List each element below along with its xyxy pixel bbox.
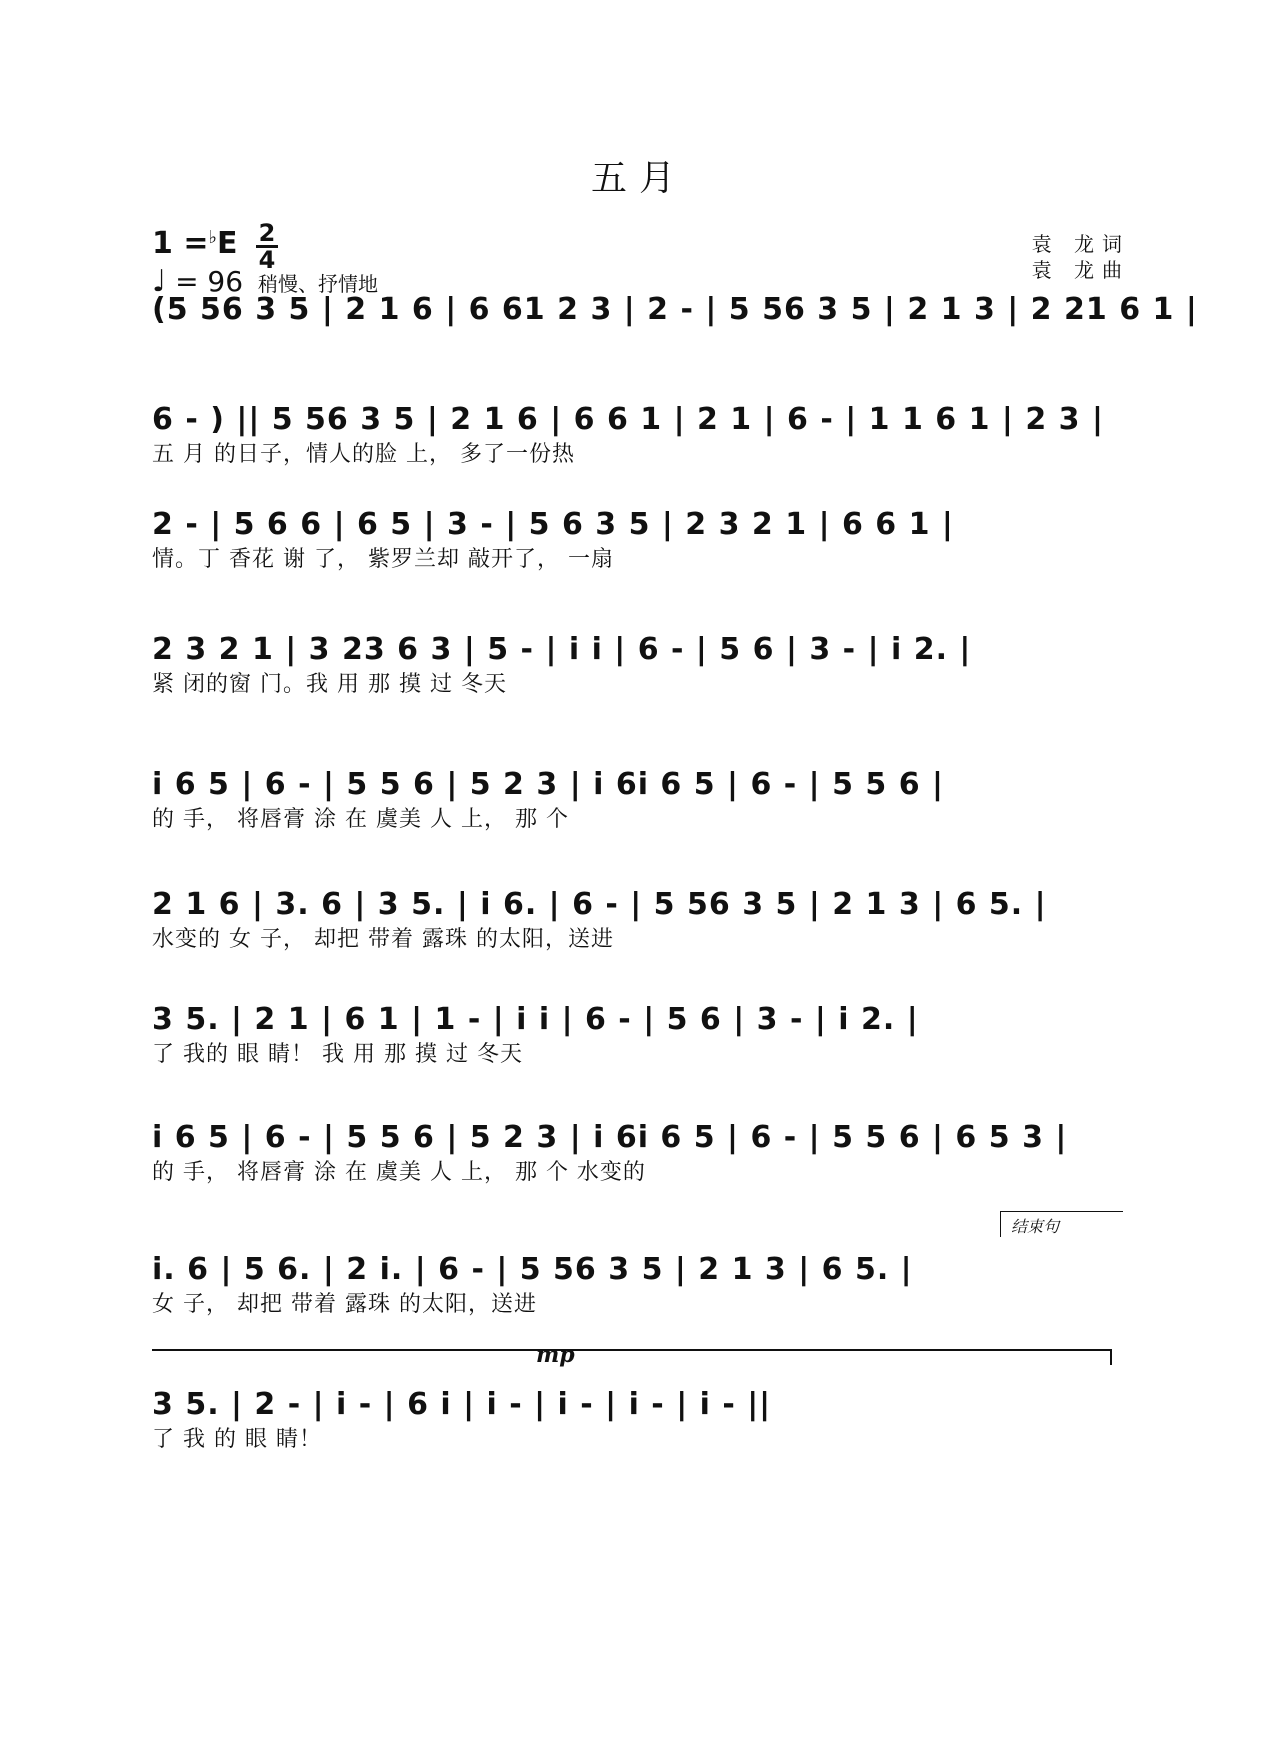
notes-line: 3 5. | 2 - | i - | 6 i | i - | i - | i - | i - || xyxy=(152,1387,772,1422)
system-3 xyxy=(152,505,1132,575)
section-marker: 结束句 xyxy=(1000,1211,1123,1237)
flat-sign: ♭ xyxy=(208,227,217,248)
notes-line: i. 6 | 5 6. | 2 i. | 6 - | 5 56 3 5 | 2 1 3 | 6 5. | xyxy=(152,1252,913,1287)
notes-line: 2 1 6 | 3. 6 | 3 5. | i 6. | 6 - | 5 56 3 5 | 2 1 3 | 6 5. | xyxy=(152,887,1047,922)
key-tonic: E xyxy=(216,226,238,261)
lyrics-line: 情。丁 香花 谢 了， 紫罗兰却 敲开了， 一扇 xyxy=(152,547,614,572)
expression-text: 稍慢、抒情地 xyxy=(257,272,378,296)
lyrics-line: 了 我的 眼 睛！ 我 用 那 摸 过 冬天 xyxy=(152,1042,523,1067)
lyricist-credit: 袁 龙词 xyxy=(1031,232,1130,256)
system-10 xyxy=(152,1385,1132,1455)
notes-line: i 6 5 | 6 - | 5 5 6 | 5 2 3 | i 6i 6 5 | 6 - | 5 5 6 | 6 5 3 | xyxy=(152,1120,1068,1155)
system-7 xyxy=(152,1000,1132,1070)
system-1 xyxy=(152,290,1198,360)
lyrics-line: 紧 闭的窗 门。我 用 那 摸 过 冬天 xyxy=(152,672,507,697)
time-signature-top: 2 xyxy=(258,219,276,247)
system-8 xyxy=(152,1118,1132,1188)
lyrics-line: 水变的 女 子， 却把 带着 露珠 的太阳，送进 xyxy=(152,927,614,952)
lyrics-line xyxy=(152,330,1132,360)
system-5 xyxy=(152,765,1132,835)
system-6 xyxy=(152,885,1132,955)
lyrics-line: 的 手， 将唇膏 涂 在 虞美 人 上， 那 个 水变的 xyxy=(152,1160,646,1185)
lyrics-line: 五 月 的日子，情人的脸 上， 多了一份热 xyxy=(152,442,575,467)
key-prefix: 1 = xyxy=(152,226,209,261)
lyrics-line: 女 子， 却把 带着 露珠 的太阳，送进 xyxy=(152,1292,537,1317)
ending-bracket xyxy=(152,1349,1112,1351)
song-title: 五月 xyxy=(590,158,687,199)
notes-line: 2 - | 5 6 6 | 6 5 | 3 - | 5 6 3 5 | 2 3 2 1 | 6 6 1 | xyxy=(152,507,954,542)
notes-line: 2 3 2 1 | 3 23 6 3 | 5 - | i i | 6 - | 5 6 | 3 - | i 2. | xyxy=(152,632,972,667)
quarter-note-icon: ♩ xyxy=(152,264,167,299)
lyrics-line: 的 手， 将唇膏 涂 在 虞美 人 上， 那 个 xyxy=(152,807,569,832)
notes-line: 3 5. | 2 1 | 6 1 | 1 - | i i | 6 - | 5 6 | 3 - | i 2. | xyxy=(152,1002,919,1037)
time-signature-bottom: 4 xyxy=(258,246,276,274)
key-signature xyxy=(152,226,237,261)
system-9 xyxy=(152,1250,1132,1320)
notes-line: 6 - ) || 5 56 3 5 | 2 1 6 | 6 6 1 | 2 1 | 6 - | 1 1 6 1 | 2 3 | xyxy=(152,402,1104,437)
system-2 xyxy=(152,400,1132,470)
tempo-value: = 96 xyxy=(175,265,244,298)
dynamic-marking: mp xyxy=(536,1342,575,1368)
composer-credit: 袁 龙曲 xyxy=(1031,258,1130,282)
notes-line: (5 56 3 5 | 2 1 6 | 6 61 2 3 | 2 - | 5 56 3 5 | 2 1 3 | 2 21 6 1 | xyxy=(152,292,1198,327)
system-4 xyxy=(152,630,1132,700)
ending-bracket-end xyxy=(1110,1351,1112,1365)
lyrics-line: 了 我 的 眼 睛！ xyxy=(152,1427,322,1452)
notes-line: i 6 5 | 6 - | 5 5 6 | 5 2 3 | i 6i 6 5 | 6 - | 5 5 6 | xyxy=(152,767,944,802)
